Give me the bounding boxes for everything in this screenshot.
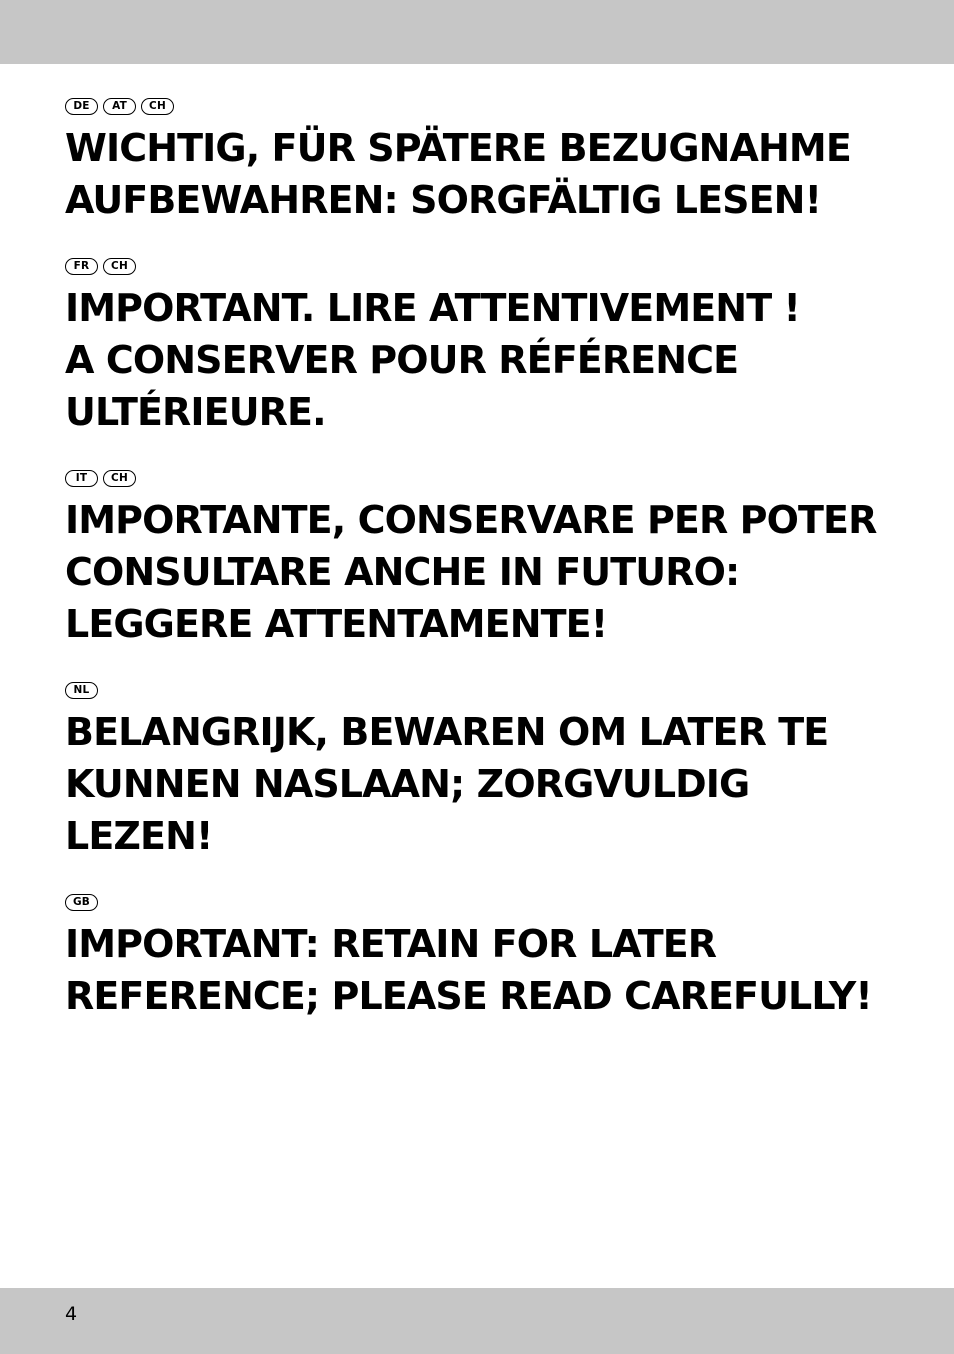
section-it	[65, 468, 876, 650]
language-badge-de: DE	[65, 98, 98, 115]
warning-heading-it	[65, 494, 876, 650]
warning-heading-fr	[65, 282, 800, 438]
language-badge-ch: CH	[103, 258, 136, 275]
heading-line: LEZEN!	[65, 814, 213, 858]
section-fr	[65, 256, 800, 438]
language-badge-at: AT	[103, 98, 136, 115]
heading-line: REFERENCE; PLEASE READ CAREFULLY!	[65, 974, 872, 1018]
heading-line: BELANGRIJK, BEWAREN OM LATER TE	[65, 710, 829, 754]
heading-line: IMPORTANTE, CONSERVARE PER POTER	[65, 498, 877, 542]
language-badge-nl: NL	[65, 682, 98, 699]
heading-line: IMPORTANT. LIRE ATTENTIVEMENT !	[65, 286, 800, 330]
warning-heading-nl	[65, 706, 828, 862]
header-band	[0, 0, 954, 64]
heading-line: A CONSERVER POUR RÉFÉRENCE	[65, 338, 739, 382]
language-badges	[65, 96, 851, 116]
heading-line: WICHTIG, FÜR SPÄTERE BEZUGNAHME	[65, 126, 851, 170]
section-gb	[65, 892, 872, 1022]
language-badges	[65, 256, 800, 276]
warning-heading-de	[65, 122, 851, 226]
section-nl	[65, 680, 828, 862]
language-badge-fr: FR	[65, 258, 98, 275]
language-badges	[65, 468, 876, 488]
language-badge-it: IT	[65, 470, 98, 487]
language-badge-ch: CH	[141, 98, 174, 115]
heading-line: LEGGERE ATTENTAMENTE!	[65, 602, 608, 646]
page-number: 4	[65, 1303, 78, 1325]
heading-line: ULTÉRIEURE.	[65, 390, 326, 434]
heading-line: CONSULTARE ANCHE IN FUTURO:	[65, 550, 740, 594]
language-badge-gb: GB	[65, 894, 98, 911]
warning-heading-gb	[65, 918, 872, 1022]
language-badges	[65, 680, 828, 700]
heading-line: AUFBEWAHREN: SORGFÄLTIG LESEN!	[65, 178, 822, 222]
footer-band	[0, 1288, 954, 1354]
section-de	[65, 96, 851, 226]
language-badges	[65, 892, 872, 912]
heading-line: IMPORTANT: RETAIN FOR LATER	[65, 922, 717, 966]
heading-line: KUNNEN NASLAAN; ZORGVULDIG	[65, 762, 750, 806]
language-badge-ch: CH	[103, 470, 136, 487]
